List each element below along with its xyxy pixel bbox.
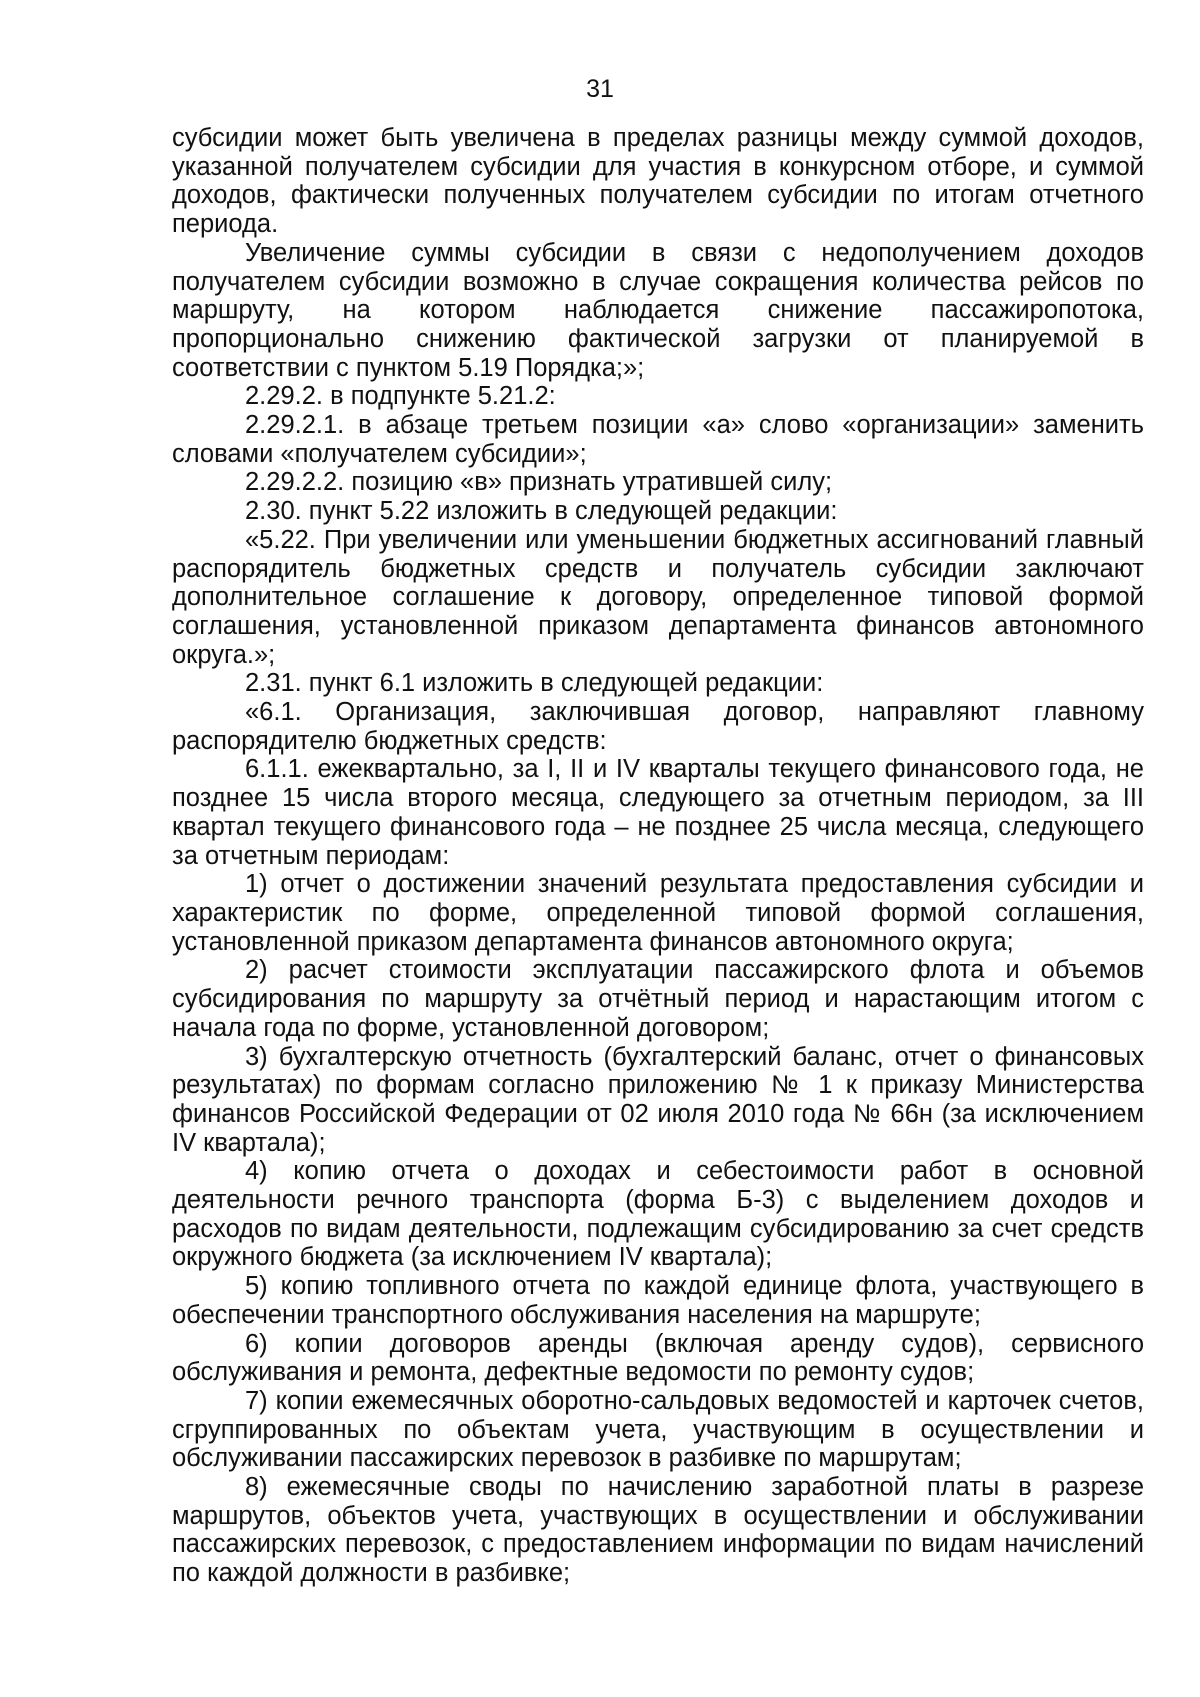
document-body [172,124,1144,1588]
paragraph-2-31: 2.31. пункт 6.1 изложить в следующей редакции: [245,669,824,698]
paragraph-subsidy-increase: Увеличение суммы субсидии в связи с недополучением доходов получателем субсидии возможно в случае сокращения количества рейсов по маршруту, на котором наблюдается снижение пассажиропотока, пропорционально снижению фактической загрузки от планируемой в соответствии с пунктом 5.19 Порядка;»; [172,238,1144,382]
list-item-2: 2) расчет стоимости эксплуатации пассажирского флота и объемов субсидирования по маршруту за отчётный период и нарастающим итогом с начала года по форме, установленной договором; [172,956,1144,1042]
paragraph-2-29-2: 2.29.2. в подпункте 5.21.2: [245,382,556,411]
list-item-7: 7) копии ежемесячных оборотно-сальдовых ведомостей и карточек счетов, сгруппированных по объектам учета, участвующим в осуществлении и обслуживании пассажирских перевозок в разбивке по маршрутам; [172,1386,1144,1473]
page-number: 31 [586,75,614,103]
list-item-6: 6) копии договоров аренды (включая аренду судов), сервисного обслуживания и ремонта, дефектные ведомости по ремонту судов; [172,1329,1144,1387]
paragraph-6-1: «6.1. Организация, заключившая договор, направляют главному распорядителю бюджетных средств: [172,698,1144,755]
paragraph-continuation: субсидии может быть увеличена в пределах разницы между суммой доходов, указанной получателем субсидии для участия в конкурсном отборе, и суммой доходов, фактически полученных получателем субсидии по итогам отчетного периода. [172,124,1144,239]
list-item-1: 1) отчет о достижении значений результата предоставления субсидии и характеристик по форме, определенной типовой формой соглашения, установленной приказом департамента финансов автономного округа; [172,870,1144,956]
list-item-8: 8) ежемесячные своды по начислению заработной платы в разрезе маршрутов, объектов учета, участвующих в осуществлении и обслуживании пассажирских перевозок, с предоставлением информации по видам начислений по каждой должности в разбивке; [172,1473,1144,1588]
paragraph-6-1-1: 6.1.1. ежеквартально, за I, II и IV кварталы текущего финансового года, не позднее 15 числа второго месяца, следующего за отчетным периодом, за III квартал текущего финансового года – не позднее 25 числа месяца, следующего за отчетным периодам: [172,755,1144,870]
list-item-4: 4) копию отчета о доходах и себестоимости работ в основной деятельности речного транспорта (форма Б-3) с выделением доходов и расходов по видам деятельности, подлежащим субсидированию за счет средств окружного бюджета (за исключением IV квартала); [172,1157,1144,1272]
list-item-3: 3) бухгалтерскую отчетность (бухгалтерский баланс, отчет о финансовых результатах) по формам согласно приложению № 1 к приказу Министерства финансов Российской Федерации от 02 июля 2010 года № 66н (за исключением IV квартала); [172,1042,1144,1157]
paragraph-2-29-2-2: 2.29.2.2. позицию «в» признать утратившей силу; [245,468,833,497]
list-item-5: 5) копию топливного отчета по каждой единице флота, участвующего в обеспечении транспортного обслуживания населения на маршруте; [172,1272,1144,1329]
paragraph-5-22: «5.22. При увеличении или уменьшении бюджетных ассигнований главный распорядитель бюджетных средств и получатель субсидии заключают дополнительное соглашение к договору, определенное типовой формой соглашения, установленной приказом департамента финансов автономного округа.»; [172,525,1144,669]
paragraph-2-30: 2.30. пункт 5.22 изложить в следующей редакции: [245,497,838,526]
paragraph-2-29-2-1: 2.29.2.1. в абзаце третьем позиции «а» слово «организации» заменить словами «получателем субсидии»; [172,411,1144,468]
